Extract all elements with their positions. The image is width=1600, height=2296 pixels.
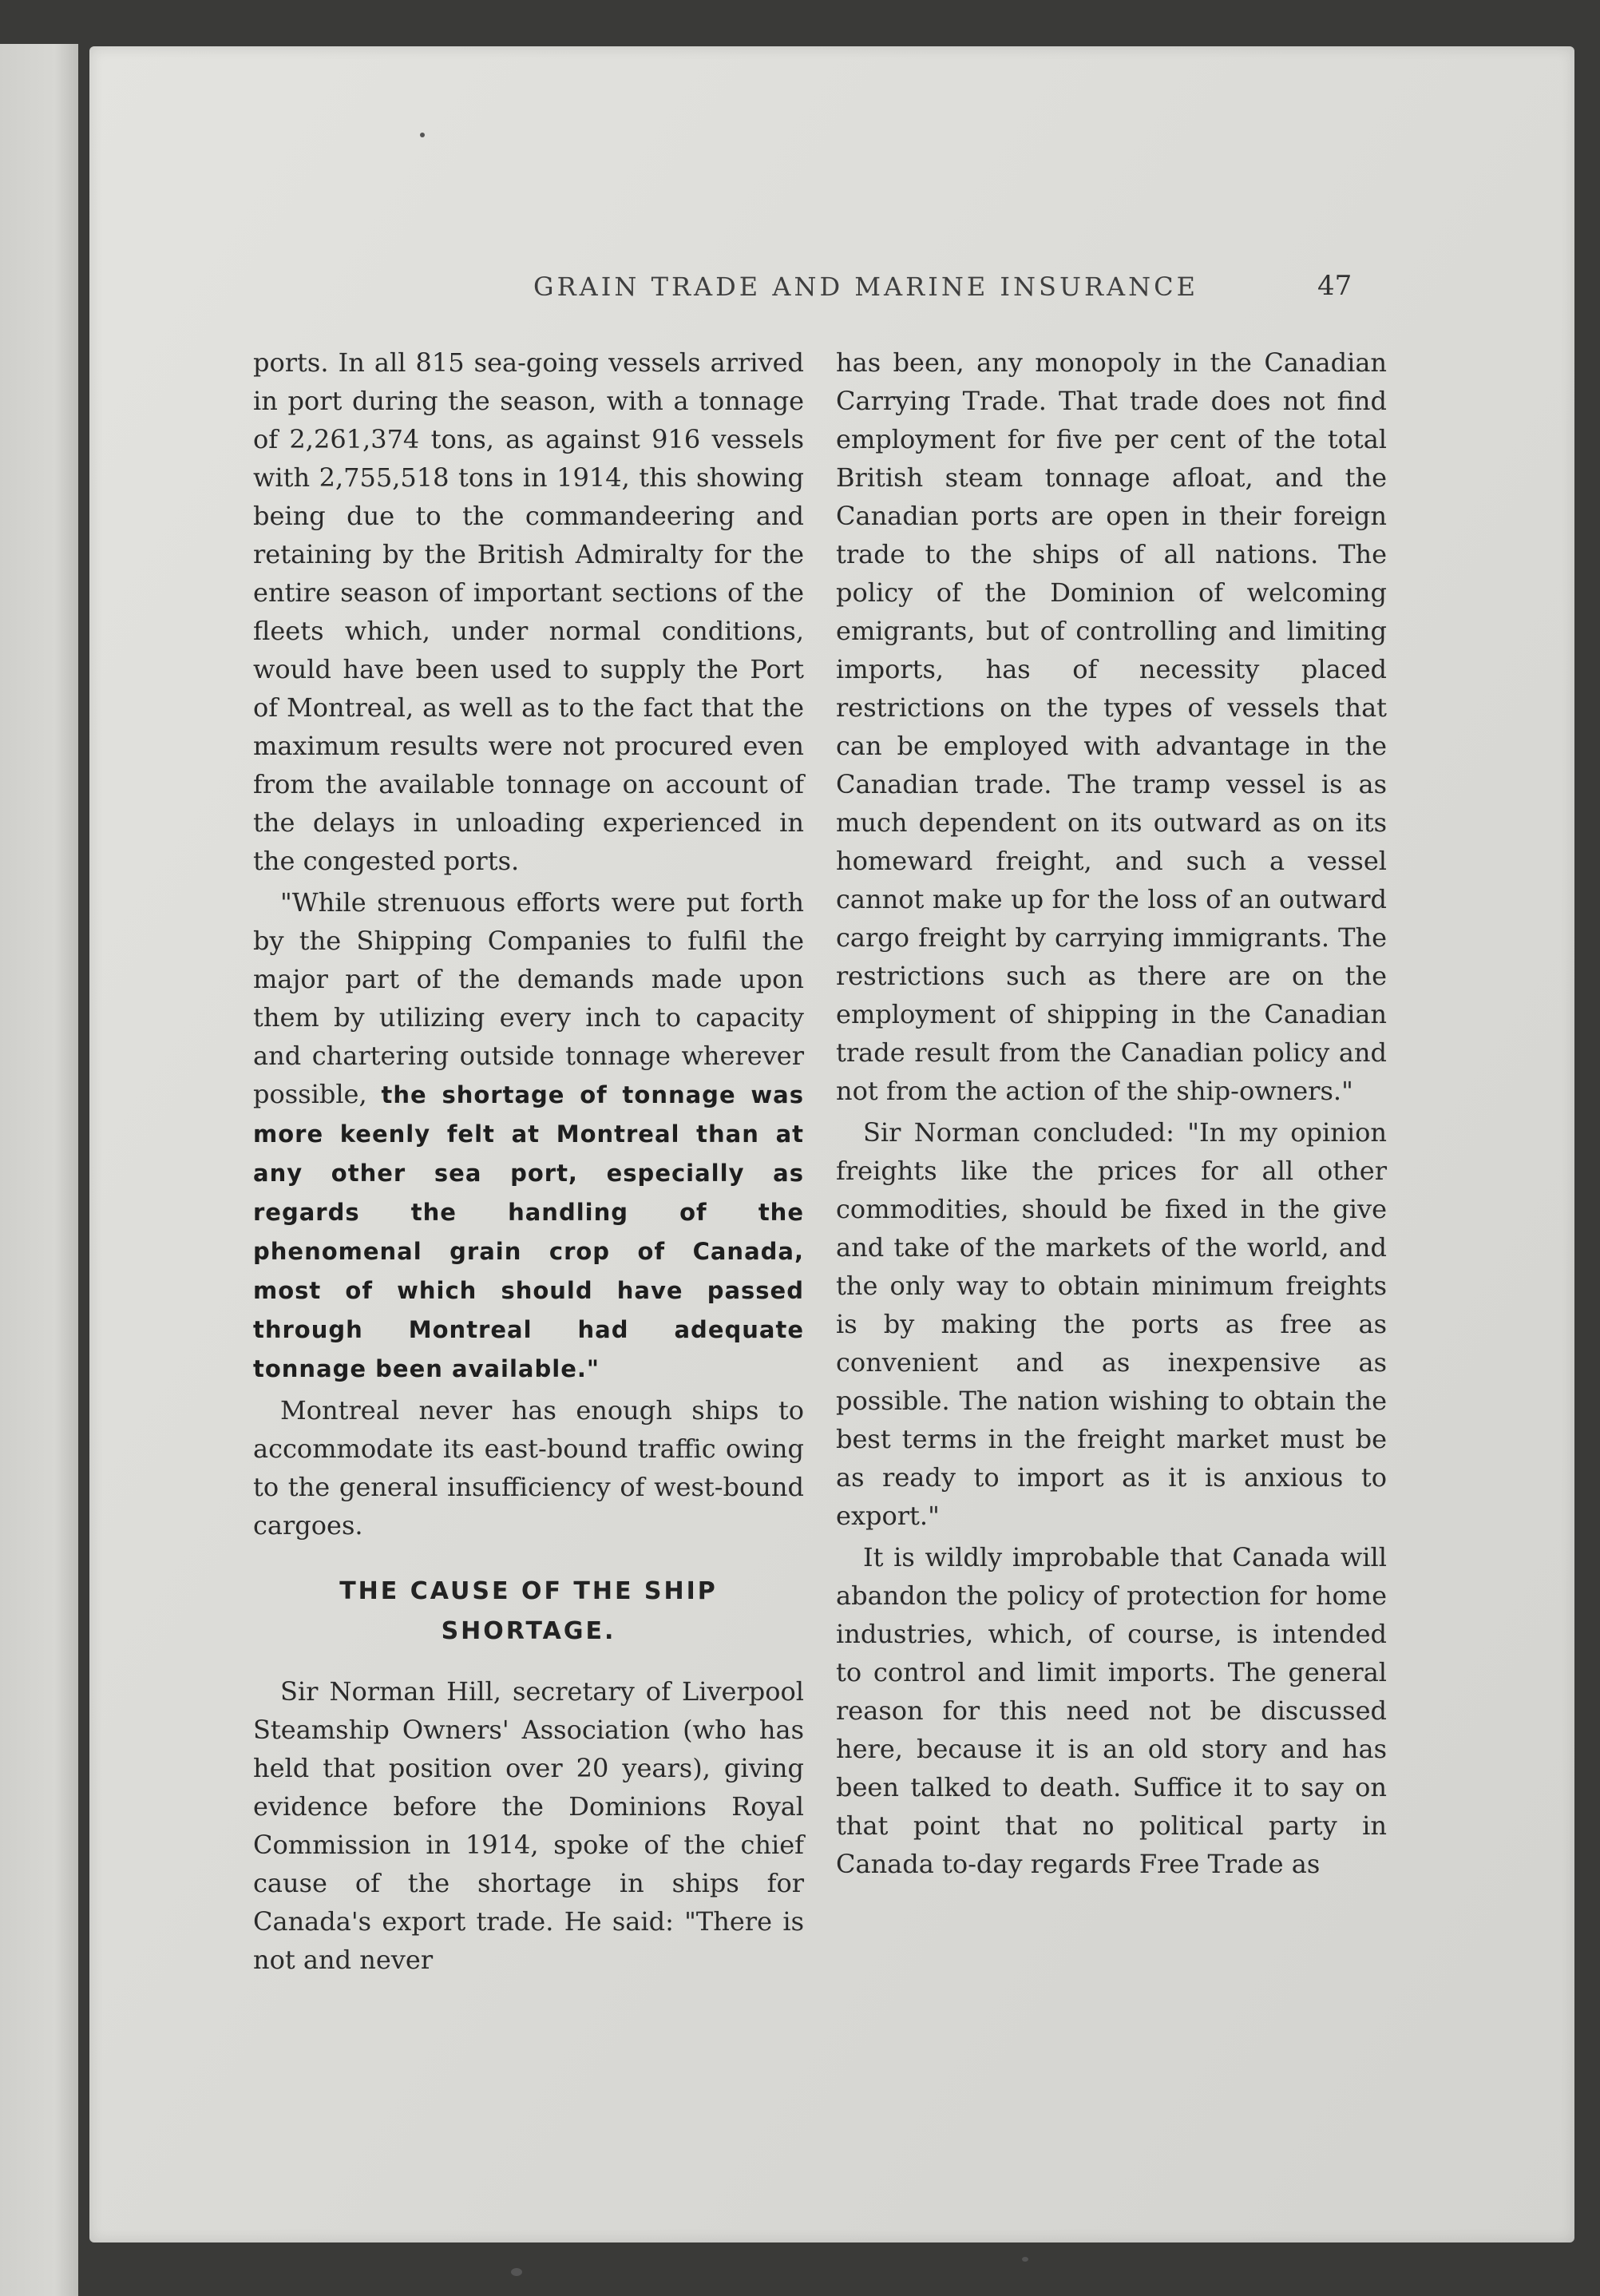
- paragraph: Montreal never has enough ships to accommodate its east-bound traffic owing to the general insufficiency of west-bound cargoes.: [253, 1395, 804, 1541]
- paragraph: has been, any monopoly in the Canadian Carrying Trade. That trade does not find employment for five per cent of the total British steam tonnage afloat, and the Canadian ports are open in their foreign trade to the ships of all nations. The policy of the Dominion of welcoming emigrants, but of controlling and limiting imports, has of necessity placed restrictions on the types of vessels that can be employed with advantage in the Canadian trade. The tramp vessel is as much dependent on its outward as on its homeward freight, and such a vessel cannot make up for the loss of an outward cargo freight by carrying immigrants. The restrictions such as there are on the employment of shipping in the Canadian trade result from the Canadian policy and not from the action of the ship-owners.": [836, 347, 1387, 1106]
- paragraph: ports. In all 815 sea-going vessels arrived in port during the season, with a tonnage of 2,261,374 tons, as against 916 vessels with 2,755,518 tons in 1914, this showing being due to the commandeering and retaining by the British Admiralty for the entire season of important sections of the fleets which, under normal conditions, would have been used to supply the Port of Montreal, as well as to the fact that the maximum results were not procured even from the available tonnage on account of the delays in unloading experienced in the congested ports.: [253, 347, 804, 876]
- scan-speck: [420, 133, 425, 137]
- running-head: GRAIN TRADE AND MARINE INSURANCE: [533, 272, 1198, 302]
- left-column: [253, 343, 804, 1979]
- quoted-paragraph: [253, 883, 804, 1388]
- page-number: 47: [1317, 270, 1352, 302]
- section-heading: THE CAUSE OF THE SHIP SHORTAGE.: [339, 1577, 718, 1645]
- book-page: [89, 46, 1574, 2242]
- scan-speck: [511, 2268, 522, 2276]
- right-column: [836, 343, 1387, 1883]
- scan-speck: [1022, 2257, 1028, 2262]
- paragraph: It is wildly improbable that Canada will abandon the policy of protection for home industries, which, of course, is intended to control and limit imports. The general reason for this need not be discussed here, because it is an old story and has been talked to death. Suffice it to say on that point that no political party in Canada to-day regards Free Trade as: [836, 1542, 1387, 1879]
- bold-quote-text: the shortage of tonnage was more keenly felt at Montreal than at any other sea port, especially as regards the handling of the phenomenal grain crop of Canada, most of which should have passed through Montreal had adequate tonnage been available.": [253, 1081, 805, 1382]
- facing-page-edge: [0, 44, 78, 2296]
- paragraph: Sir Norman Hill, secretary of Liverpool Steamship Owners' Association (who has held that position over 20 years), giving evidence before the Dominions Royal Commission in 1914, spoke of the chief cause of the shortage in ships for Canada's export trade. He said: "There is not and never: [253, 1676, 804, 1975]
- quote-text: "While strenuous efforts were put forth by the Shipping Companies to fulfil the major part of the demands made upon them by utilizing every inch to capacity and chartering outside tonnage wherever possible,: [253, 887, 804, 1109]
- paragraph: Sir Norman concluded: "In my opinion freights like the prices for all other commodities, should be fixed in the give and take of the markets of the world, and the only way to obtain minimum freights is by making the ports as free as convenient and as inexpensive as possible. The nation wishing to obtain the best terms in the freight market must be as ready to import as it is anxious to export.": [836, 1117, 1387, 1531]
